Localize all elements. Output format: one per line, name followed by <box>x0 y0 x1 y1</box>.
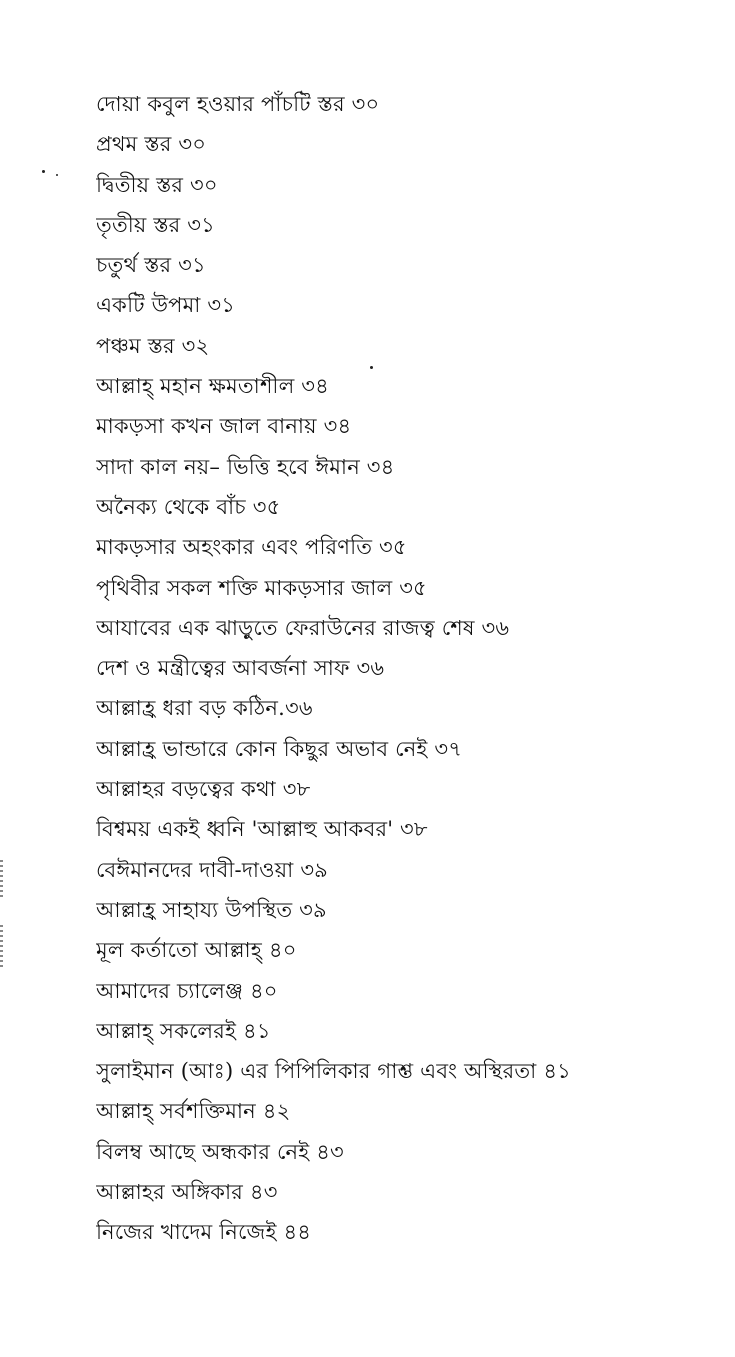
toc-entry: আযাবের এক ঝাড়ুতে ফেরাউনের রাজত্ব শেষ ৩৬ <box>96 615 510 640</box>
toc-entry: বিশ্বময় একই ধ্বনি 'আল্লাহু আকবর' ৩৮ <box>96 817 428 842</box>
toc-entry: অনৈক্য থেকে বাঁচ ৩৫ <box>96 494 281 519</box>
toc-entry: পঞ্চম স্তর ৩২ <box>96 333 210 358</box>
toc-entry: একটি উপমা ৩১ <box>96 293 236 318</box>
toc-entry: দ্বিতীয় স্তর ৩০ <box>96 172 218 197</box>
toc-entry: তৃতীয় স্তর ৩১ <box>96 212 215 237</box>
toc-entry: দেশ ও মন্ত্রীত্বের আবর্জনা সাফ ৩৬ <box>96 656 385 681</box>
toc-entry: সাদা কাল নয়– ভিত্তি হবে ঈমান ৩৪ <box>96 454 395 479</box>
toc-entry: আল্লাহর বড়ত্বের কথা ৩৮ <box>96 777 311 802</box>
toc-entry: সুলাইমান (আঃ) এর পিপিলিকার গাশ্ত এবং অস্থিরতা ৪১ <box>96 1059 571 1084</box>
toc-entry: আল্লাহ্ সকলেরই ৪১ <box>96 1018 271 1043</box>
toc-entry: আল্লাহ্ মহান ক্ষমতাশীল ৩৪ <box>96 374 329 399</box>
toc-entry: বেঈমানদের দাবী-দাওয়া ৩৯ <box>96 857 329 882</box>
toc-entry: আল্লাহ্ সর্বশক্তিমান ৪২ <box>96 1099 291 1124</box>
scan-edge-mark <box>0 925 3 970</box>
toc-entry: আমাদের চ্যালেঞ্জ ৪০ <box>96 978 278 1003</box>
toc-entry: আল্লাহর অঙ্গিকার ৪৩ <box>96 1180 278 1205</box>
toc-entry: দোয়া কবুল হওয়ার পাঁচটি স্তর ৩০ <box>96 92 380 116</box>
table-of-contents <box>96 84 716 1253</box>
toc-entry: প্রথম স্তর ৩০ <box>96 132 207 157</box>
ink-speck <box>42 170 45 173</box>
toc-entry: মূল কর্তাতো আল্লাহ্ ৪০ <box>96 938 297 963</box>
toc-entry: আল্লাহ্র ধরা বড় কঠিন.৩৬ <box>96 696 313 721</box>
toc-entry: মাকড়সার অহংকার এবং পরিণতি ৩৫ <box>96 535 407 560</box>
toc-entry: মাকড়সা কখন জাল বানায় ৩৪ <box>96 414 352 439</box>
toc-entry: আল্লাহ্র সাহায্য উপস্থিত ৩৯ <box>96 897 327 922</box>
ink-speck <box>56 174 58 176</box>
toc-entry: বিলম্ব আছে অন্ধকার নেই ৪৩ <box>96 1139 344 1164</box>
toc-entry: পৃথিবীর সকল শক্তি মাকড়সার জাল ৩৫ <box>96 575 427 600</box>
toc-entry: চতুর্থ স্তর ৩১ <box>96 253 206 278</box>
scan-edge-mark <box>0 860 3 900</box>
toc-entry: আল্লাহ্র ভান্ডারে কোন কিছুর অভাব নেই ৩৭ <box>96 736 463 761</box>
toc-entry: নিজের খাদেম নিজেই ৪৪ <box>96 1220 312 1245</box>
